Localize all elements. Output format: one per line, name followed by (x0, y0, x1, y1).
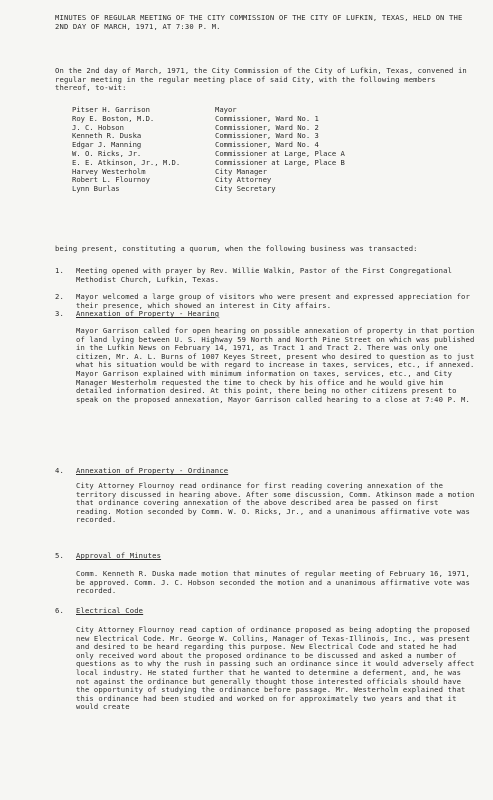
member-title: Mayor (215, 105, 237, 114)
minutes-title: MINUTES OF REGULAR MEETING OF THE CITY COMMISSION OF THE CITY OF LUFKIN, TEXAS, HELD ON THE 2ND DAY OF MARCH, 1971, AT 7:30 P. M. (55, 13, 467, 31)
item-number: 5. (55, 551, 64, 560)
item-number: 2. (55, 292, 64, 301)
item-6-text: City Attorney Flournoy read caption of ordinance proposed as being adopting the proposed new Electrical Code. Mr. George W. Collins, Manager of Texas-Illinois, Inc., was present and desired to be heard regarding this purpose. New Electrical Code and stated he had only received word about the proposed ordinance to be discussed and asked a number of questions as to why the rush in passing such an ordinance since it would adversely affect local industry. He stated further that he wanted to determine a deferment, and, he was not against the ordinance but generally thought those interested officials should have the opportunity of studying the ordinance before passage. Mr. Westerholm explained that this ordinance had been studied and worked on for approximately two years and that it would create (76, 625, 479, 712)
member-name: Edgar J. Manning (72, 140, 142, 150)
member-title: Commissioner, Ward No. 2 (215, 122, 319, 132)
member-name: Robert L. Flournoy (72, 175, 150, 185)
item-heading: Annexation of Property - Ordinance (76, 466, 229, 475)
member-name: Kenneth R. Duska (72, 131, 142, 141)
member-name: W. O. Ricks, Jr. (72, 148, 142, 158)
member-title: Commissioner at Large, Place B (215, 157, 345, 167)
item-4-text: City Attorney Flournoy read ordinance for first reading covering annexation of the territory discussed in hearing above. After some discussion, Comm. Atkinson made a motion that ordinance covering annexation of the above described area be passed on first reading. Motion seconded by Comm. W. O. Ricks, Jr., and a unanimous affirmative vote was recorded. (76, 481, 479, 525)
members-table (72, 106, 375, 194)
member-title: Commissioner, Ward No. 4 (215, 140, 319, 150)
member-name: Lynn Burlas (72, 184, 120, 194)
item-heading: Annexation of Property - Hearing (76, 309, 220, 318)
member-title: Commissioner at Large, Place A (215, 148, 345, 158)
member-title: City Manager (215, 166, 267, 176)
member-title: City Secretary (215, 184, 276, 194)
quorum-paragraph: being present, constituting a quorum, when the following business was transacted: (55, 244, 418, 253)
item-3-text: Mayor Garrison called for open hearing on possible annexation of property in that portion of land lying between U. S. Highway 59 North and North Pine Street on which was published in the Lufkin News on February 14, 1971, as Tract 1 and Tract 2. There was only one citizen, Mr. A. L. Burns of 1007 Keyes Street, present who desired to question as to just what his situation would be with regard to increase in taxes, services, etc., if annexed. Mayor Garrison explained with minimum information on taxes, services, etc., and City Manager Westerholm requested the time to check by his office and he would give him detailed information desired. At this point, there being no other citizens present to speak on the proposed annexation, Mayor Garrison called hearing to a close at 7:40 P. M. (76, 326, 479, 404)
member-name: Harvey Westerholm (72, 166, 146, 176)
item-text: Mayor welcomed a large group of visitors who were present and expressed appreciation for their presence, which showed an interest in City affairs. (76, 292, 475, 310)
member-title: City Attorney (215, 175, 272, 185)
member-name: J. C. Hobson (72, 122, 124, 132)
member-name: E. E. Atkinson, Jr., M.D. (72, 157, 181, 167)
item-number: 3. (55, 309, 64, 318)
member-name: Pitser H. Garrison (72, 105, 150, 114)
item-text: Meeting opened with prayer by Rev. Willie Walkin, Pastor of the First Congregational Methodist Church, Lufkin, Texas. (76, 266, 457, 284)
member-title: Commissioner, Ward No. 1 (215, 113, 319, 123)
member-title: Commissioner, Ward No. 3 (215, 131, 319, 141)
item-heading: Approval of Minutes (76, 551, 162, 560)
item-number: 1. (55, 266, 64, 275)
item-5-text: Comm. Kenneth R. Duska made motion that minutes of regular meeting of February 16, 1971, be approved. Comm. J. C. Hobson seconded the motion and a unanimous affirmative vote was recorded. (76, 569, 475, 596)
member-name: Roy E. Boston, M.D. (72, 113, 155, 123)
item-number: 6. (55, 606, 64, 615)
item-number: 4. (55, 466, 64, 475)
intro-paragraph: On the 2nd day of March, 1971, the City Commission of the City of Lufkin, Texas, convened in regular meeting in the regular meeting place of said City, with the following members thereof, to-wit: (55, 66, 472, 93)
item-heading: Electrical Code (76, 606, 144, 615)
member-row (72, 185, 375, 194)
